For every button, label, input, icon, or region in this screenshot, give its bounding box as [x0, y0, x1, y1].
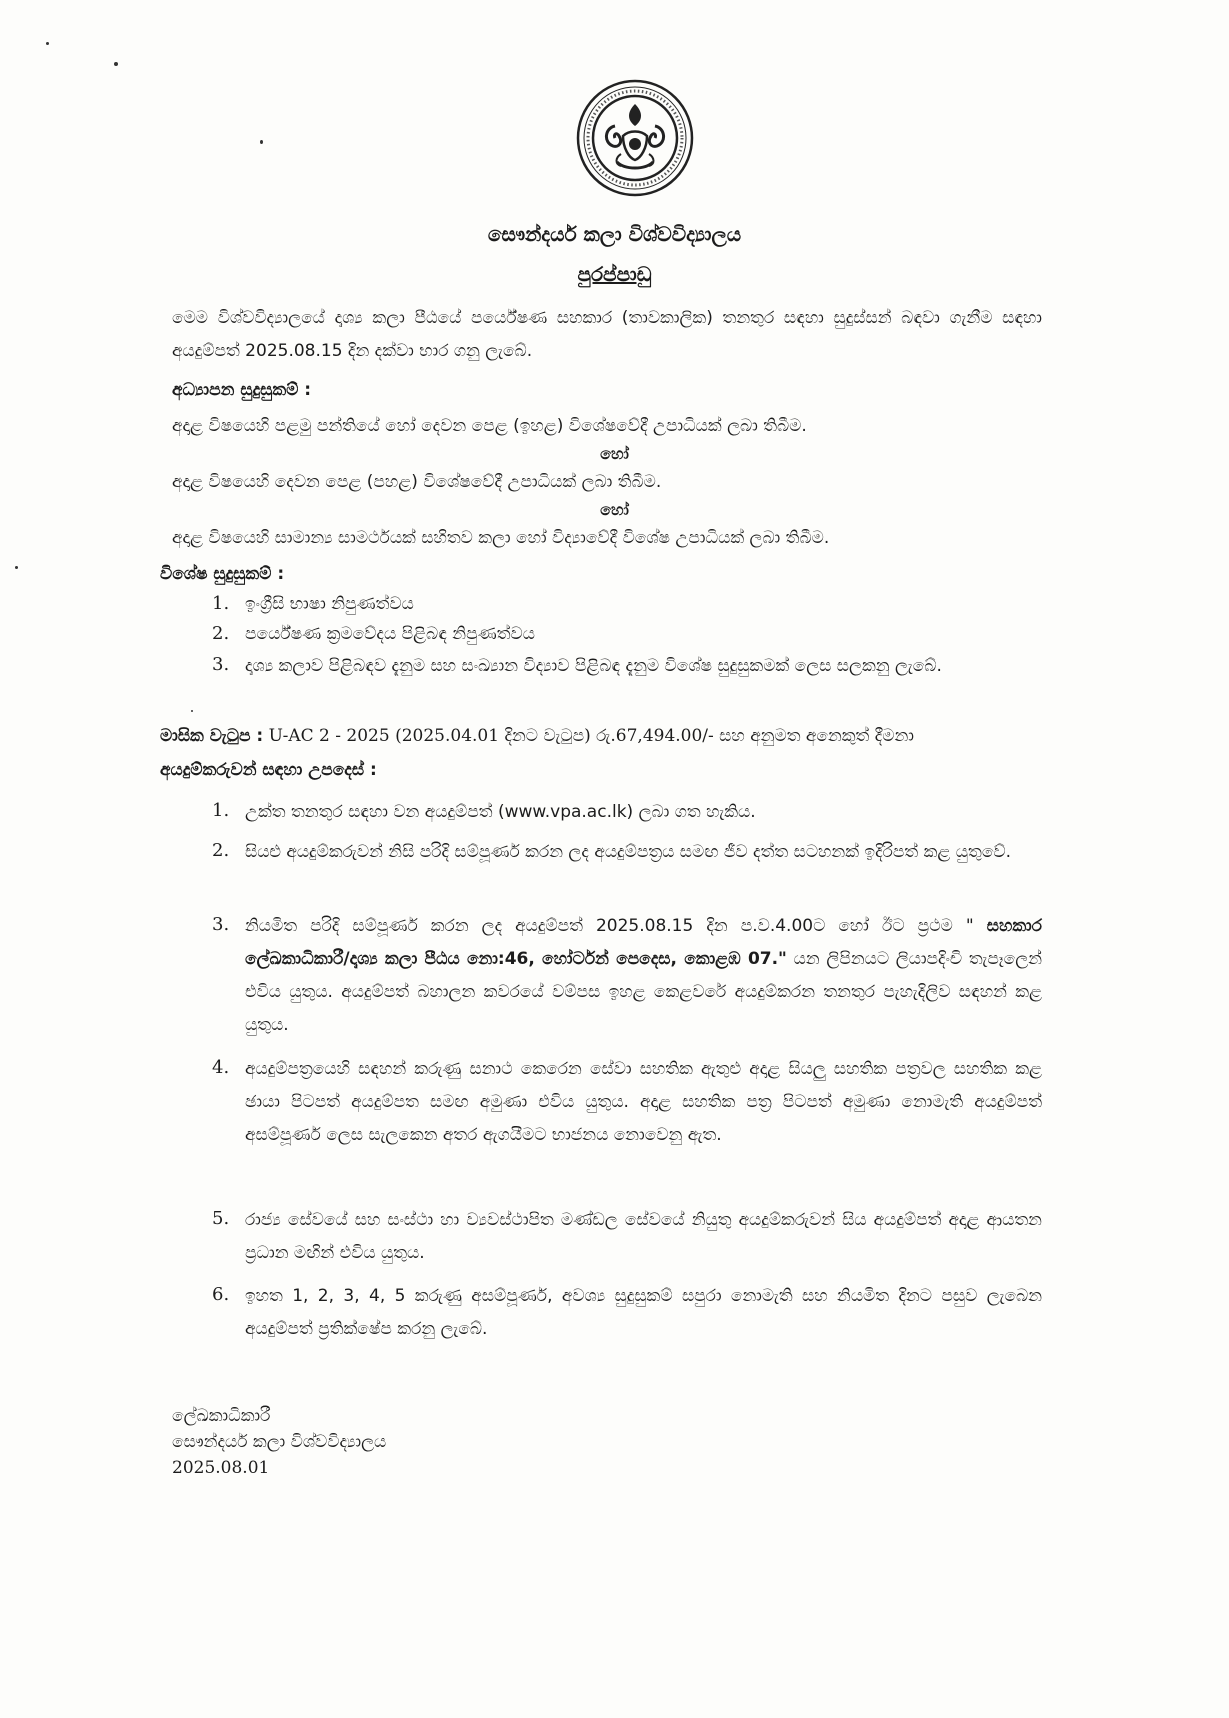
instruction-item-2: සියළු අයදුම්කරුවන් නිසි පරිදි සම්පූර්ණ කරන ලද අයදුම්පත්‍රය සමඟ ජීව දත්ත සටහනක් ඉදිරිපත් කළ යුතුවේ. [245, 842, 1012, 862]
edu-option-1: අදාළ විෂයෙහි පළමු පන්තියේ හෝ දෙවන පෙළ (ඉහළ) විශේෂවේදී උපාධියක් ලබා තිබීම. [172, 416, 807, 436]
instruction-item-3 [245, 910, 1042, 1042]
salary-line [160, 726, 914, 746]
instruction-number: 3. [212, 914, 230, 935]
instruction-item-4: අයදුම්පත්‍රයෙහි සඳහන් කරුණු සනාථ කෙරෙන සේවා සහතික ඇතුළු අදාළ සියලු සහතික පත්‍රවල සහතික කළ ඡායා පිටපත් අයදුම්පත සමඟ අමුණා එවිය යුතුය. අදාළ සහතික පත්‍ර පිටපත් අමුණා නොමැති අයදුම්පත් අසම්පූර්ණ ලෙස සැලකෙන අතර ඇගයීමට භාජනය නොවෙනු ඇත. [245, 1059, 1042, 1145]
signatory-university: සෞන්දර්ය කලා විශ්වවිද්‍යාලය [172, 1432, 387, 1452]
scan-speck [191, 710, 193, 712]
submission-address: සහකාර ලේඛකාධිකාරී/දෘශ්‍ය කලා පීඨය නො:46, හෝර්ටන් පෙදෙස, කොළඹ 07." [245, 916, 1042, 969]
special-item-number: 2. [212, 623, 230, 644]
instruction-item-6: ඉහත 1, 2, 3, 4, 5 කරුණු අසම්පූර්ණ, අවශ්‍ය සුදුසුකම් සපුරා නොමැති සහ නියමිත දිනට පසුව ලැබෙන අයදුම්පත් ප්‍රතික්ෂේප කරනු ලැබේ. [245, 1286, 1042, 1339]
special-item-3: දෘශ්‍ය කලාව පිළිබඳව දැනුම සහ සංඛ්‍යාන විද්‍යාව පිළිබඳ දැනුම විශේෂ සුදුසුකමක් ලෙස සලකනු ලැබේ. [245, 656, 942, 676]
intro-paragraph: මෙම විශ්වවිද්‍යාලයේ දෘශ්‍ය කලා පීඨයේ පර්යේෂණ සහකාර (තාවකාලික) තනතුර සඳහා සුදුස්සන් බඳවා ගැනීම සඳහා අයදුම්පත් 2025.08.15 දින දක්වා භාර ගනු ලැබේ. [172, 308, 1042, 361]
instruction-number: 5. [212, 1208, 230, 1229]
signatory-title: ලේඛකාධිකාරී [172, 1406, 271, 1426]
scan-speck [114, 62, 118, 66]
special-item-number: 1. [212, 593, 230, 614]
special-item-1: ඉංග්‍රීසි භාෂා නිපුණත්වය [245, 594, 414, 614]
scan-speck [260, 140, 263, 144]
instruction-number: 6. [212, 1284, 230, 1305]
salary-value: U-AC 2 - 2025 (2025.04.01 දිනට වැටුප) රු.67,494.00/- සහ අනුමත අනෙකුත් දීමනා [268, 726, 914, 746]
instruction-number: 2. [212, 840, 230, 861]
special-qualifications-heading: විශේෂ සුදුසුකම් : [160, 564, 285, 584]
instruction-number: 4. [212, 1057, 230, 1078]
or-separator: හෝ [600, 500, 629, 519]
university-seal-logo [575, 78, 695, 198]
salary-label: මාසික වැටුප : [160, 726, 264, 746]
scan-speck [46, 42, 49, 45]
instructions-heading: අයදුම්කරුවන් සඳහා උපදෙස් : [160, 760, 377, 780]
instruction-item-5: රාජ්‍ය සේවයේ සහ සංස්ථා හා ව්‍යවස්ථාපිත මණ්ඩල සේවයේ නියුතු අයදුම්කරුවන් සිය අයදුම්පත් අදාළ ආයතන ප්‍රධාන මඟින් එවිය යුතුය. [245, 1210, 1042, 1263]
instruction-3-part-c: යන ලිපිනයට ලියාපදිංචි තැපෑලෙන් එවිය යුතුය. අයදුම්පත් බහාලන කවරයේ වම්පස ඉහළ කෙළවරේ අයදුම්කරන තනතුර පැහැදිලිව සඳහන් කළ යුතුය. [245, 949, 1042, 1035]
edu-option-2: අදාළ විෂයෙහි දෙවන පෙළ (පහළ) විශේෂවේදී උපාධියක් ලබා තිබීම. [172, 472, 662, 492]
educational-qualifications-heading: අධ්‍යාපන සුදුසුකම් : [172, 380, 312, 400]
scan-speck [15, 566, 18, 569]
edu-option-3: අදාළ විෂයෙහි සාමාන්‍ය සාමර්ථයක් සහිතව කලා හෝ විද්‍යාවේදී විශේෂ උපාධියක් ලබා තිබීම. [172, 528, 830, 548]
instruction-3-part-a: නියමිත පරිදි සම්පූර්ණ කරන ලද අයදුම්පත් 2025.08.15 දින ප.ව.4.00ට හෝ ඊට ප්‍රථම " [245, 916, 974, 936]
instruction-item-1: උක්ත තනතුර සඳහා වන අයදුම්පත් (www.vpa.ac.lk) ලබා ගත හැකිය. [245, 802, 756, 822]
vacancy-title: පුරප්පාඩු [577, 262, 652, 286]
instruction-number: 1. [212, 800, 230, 821]
special-item-2: පර්යේෂණ ක්‍රමවේදය පිළිබඳ නිපුණත්වය [245, 624, 535, 644]
or-separator: හෝ [600, 444, 629, 463]
university-name-heading: සෞන්දර්ය කලා විශ්වවිද්‍යාලය [487, 222, 742, 246]
notice-date: 2025.08.01 [172, 1458, 270, 1478]
special-item-number: 3. [212, 654, 230, 675]
